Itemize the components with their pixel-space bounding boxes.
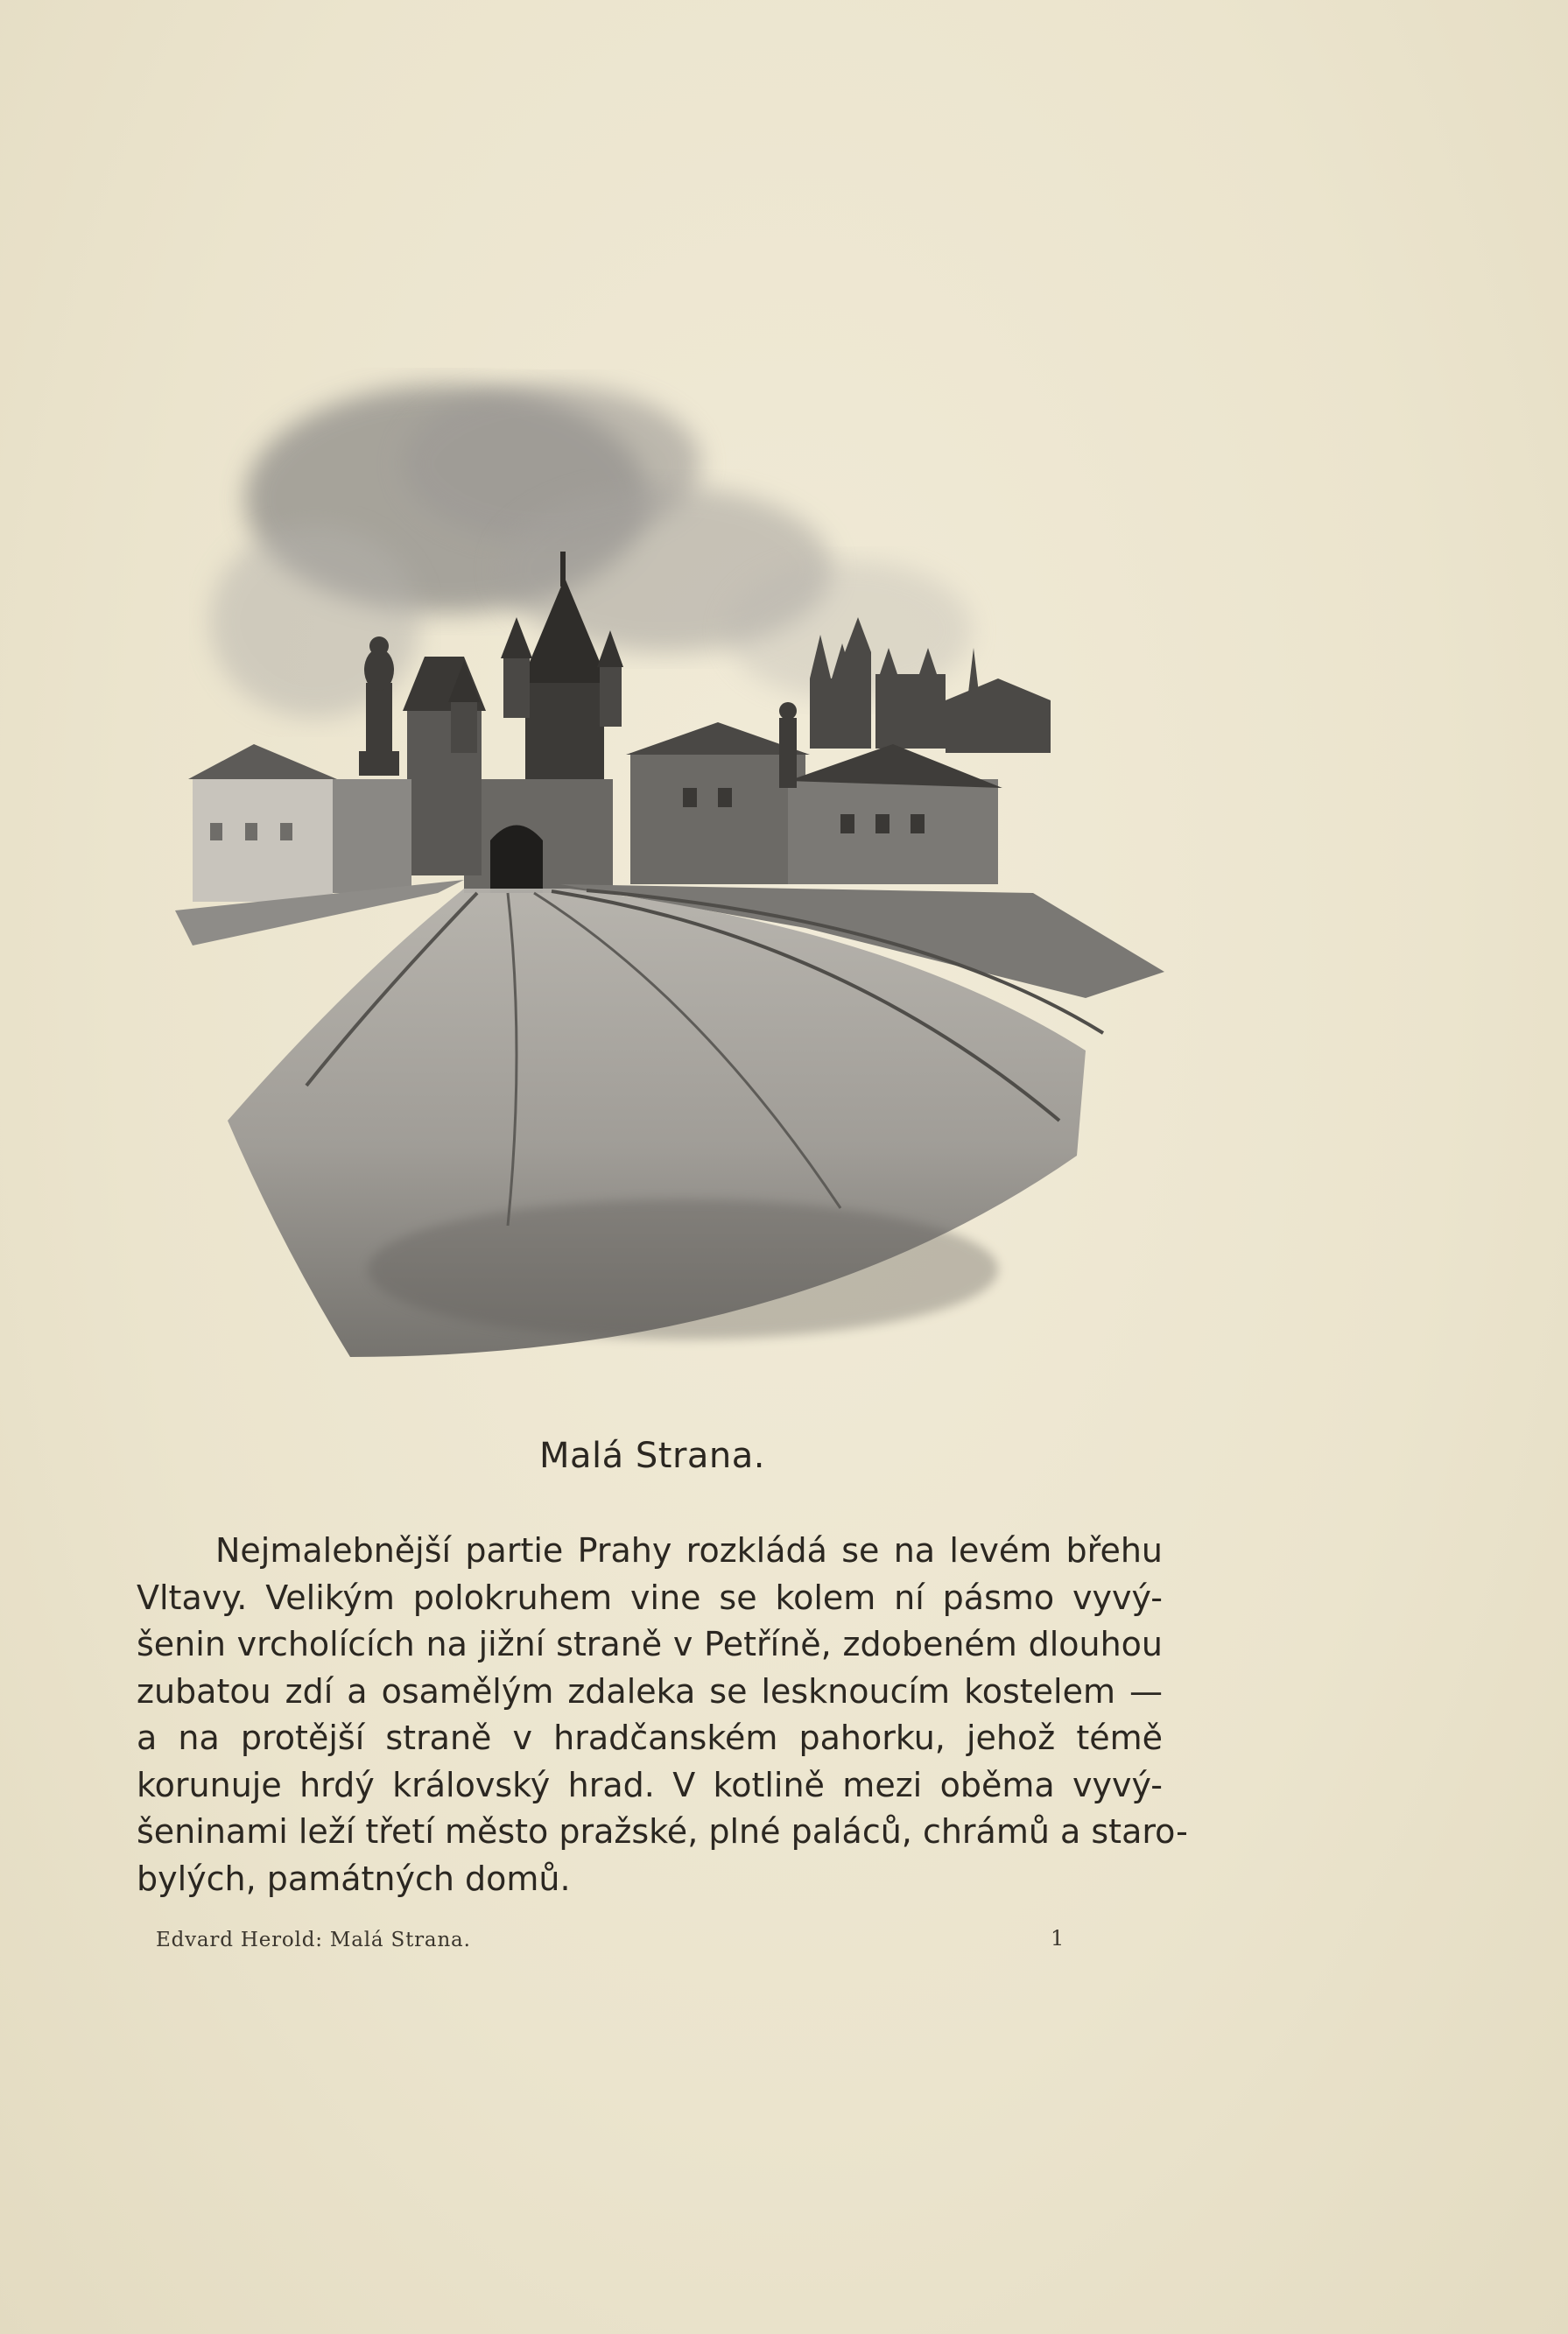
text-line: zubatou zdí a osamělým zdaleka se lesknoucím kostelem — xyxy=(137,1671,1163,1711)
charles-bridge-illustration xyxy=(175,368,1164,1357)
text-line: bylých, památných domů. xyxy=(137,1859,571,1898)
text-line: Nejmalebnější partie Prahy rozkládá se na levém břehu xyxy=(215,1531,1163,1570)
text-line: korunuje hrdý královský hrad. V kotlině mezi oběma vyvý- xyxy=(137,1765,1163,1804)
page-number: 1 xyxy=(1051,1926,1065,1951)
text-line: šeninami leží třetí město pražské, plné paláců, chrámů a staro- xyxy=(137,1812,1188,1851)
judith-tower xyxy=(403,657,486,875)
text-line: a na protější straně v hradčanském pahorku, jehož témě xyxy=(137,1719,1163,1757)
footer-signature: Edvard Herold: Malá Strana. xyxy=(156,1929,471,1951)
body-paragraph xyxy=(137,1528,1188,1902)
chapter-title: Malá Strana. xyxy=(539,1436,765,1476)
text-line: Vltavy. Velikým polokruhem vine se kolem ní pásmo vyvý- xyxy=(137,1578,1163,1617)
text-line: šenin vrcholících na jižní straně v Petříně, zdobeném dlouhou xyxy=(137,1625,1163,1663)
